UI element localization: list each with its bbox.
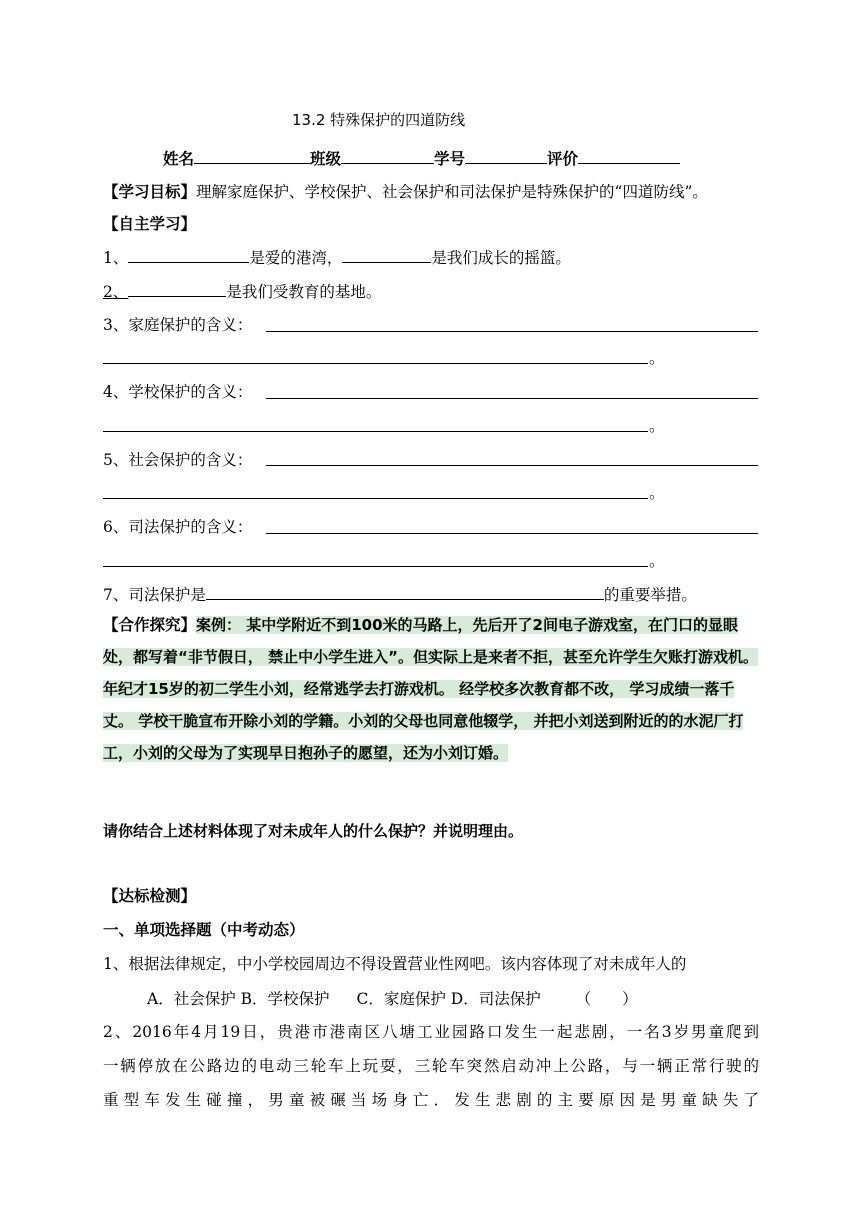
q1-options — [147, 987, 638, 1009]
q1-end-text: 是我们成长的摇篮。 — [431, 249, 571, 267]
learning-goal — [103, 180, 708, 202]
q3-line-2[interactable] — [103, 363, 648, 364]
q2-number: 2、 — [103, 283, 129, 301]
test-question-2-line-2: 一辆停放在公路边的电动三轮车上玩耍，三轮车突然启动冲上公路，与一辆正常行驶的 — [103, 1057, 759, 1075]
evaluation-blank[interactable] — [578, 146, 680, 164]
question-3-label: 3、家庭保护的含义： — [103, 316, 253, 334]
option-c[interactable]: C．家庭保护 — [356, 990, 446, 1008]
test-question-1: 1、根据法律规定，中小学校园周边不得设置营业性网吧。该内容体现了对未成年人的 — [103, 955, 687, 973]
name-blank[interactable] — [194, 146, 310, 164]
student-no-label: 学号 — [434, 149, 466, 168]
q5-line-2[interactable] — [103, 498, 648, 499]
cooperation-question: 请你结合上述材料体现了对未成年人的什么保护？并说明理由。 — [103, 822, 524, 840]
name-label: 姓名 — [163, 149, 195, 168]
q1-mid-text: 是爱的港湾， — [249, 249, 343, 267]
cooperation-label: 【合作探究】 — [103, 615, 197, 634]
option-d[interactable]: D．司法保护 — [450, 990, 541, 1008]
question-5-label: 5、社会保护的含义： — [103, 451, 253, 469]
q1-blank-b[interactable] — [342, 245, 431, 263]
test-heading: 【达标检测】 — [103, 886, 197, 905]
page-title: 13.2 特殊保护的四道防线 — [292, 111, 466, 129]
q6-line-1[interactable] — [266, 533, 758, 534]
class-blank[interactable] — [341, 146, 434, 164]
q7-blank[interactable] — [206, 582, 604, 600]
q1-blank-a[interactable] — [128, 245, 249, 263]
section-1-heading: 一、单项选择题（中考动态） — [103, 920, 305, 939]
q3-line-1[interactable] — [266, 331, 758, 332]
q1-number: 1、 — [103, 249, 129, 267]
question-4-label: 4、学校保护的含义： — [103, 383, 253, 401]
option-a[interactable]: A．社会保护 — [147, 990, 236, 1008]
q7-end-text: 的重要举措。 — [603, 586, 697, 604]
goal-text: 理解家庭保护、学校保护、社会保护和司法保护是特殊保护的“四道防线”。 — [196, 183, 708, 201]
question-6-label: 6、司法保护的含义： — [103, 518, 253, 536]
q5-line-1[interactable] — [266, 465, 758, 466]
q7-start-text: 7、司法保护是 — [103, 586, 206, 604]
q6-line-2[interactable] — [103, 566, 648, 567]
evaluation-label: 评价 — [547, 149, 579, 168]
option-b[interactable]: B．学校保护 — [240, 990, 330, 1008]
cooperation-case — [103, 609, 759, 769]
goal-label: 【学习目标】 — [103, 182, 197, 201]
test-question-2-line-3: 重型车发生碰撞，男童被碾当场身亡．发生悲剧的主要原因是男童缺失了 — [103, 1091, 759, 1109]
q4-line-1[interactable] — [266, 398, 758, 399]
q4-line-2[interactable] — [103, 431, 648, 432]
question-7 — [103, 582, 697, 605]
header-fields — [163, 146, 680, 169]
answer-paren[interactable]: （ ） — [575, 990, 638, 1008]
test-question-2-line-1: 2、2016年4月19日，贵港市港南区八塘工业园路口发生一起悲剧，一名3岁男童爬到 — [103, 1023, 759, 1041]
q2-blank[interactable] — [128, 279, 226, 297]
question-2 — [103, 279, 381, 302]
student-no-blank[interactable] — [465, 146, 547, 164]
class-label: 班级 — [310, 149, 342, 168]
question-1 — [103, 245, 571, 268]
case-text: 案例： 某中学附近不到100米的马路上，先后开了2间电子游戏室，在门口的显眼处，都写着“非节假日， 禁止中小学生进入”。但实际上是来者不拒，甚至允许学生欠账打游戏机。年纪才15岁的初二学生小刘，经常逃学去打游戏机。 经学校多次教育都不改， 学习成绩一落千丈。 学校干脆宣布开除小刘的学籍。小刘的父母也同意他辍学， 并把小刘送到附近的的水泥厂打工，小刘的父母为了实现早日抱孙子的愿望，还为小刘订婚。 — [103, 616, 758, 762]
q5-period: 。 — [649, 484, 665, 502]
self-study-heading: 【自主学习】 — [103, 214, 197, 233]
q2-end-text: 是我们受教育的基地。 — [226, 283, 382, 301]
q6-period: 。 — [649, 552, 665, 570]
q4-period: 。 — [649, 417, 665, 435]
q3-period: 。 — [649, 349, 665, 367]
